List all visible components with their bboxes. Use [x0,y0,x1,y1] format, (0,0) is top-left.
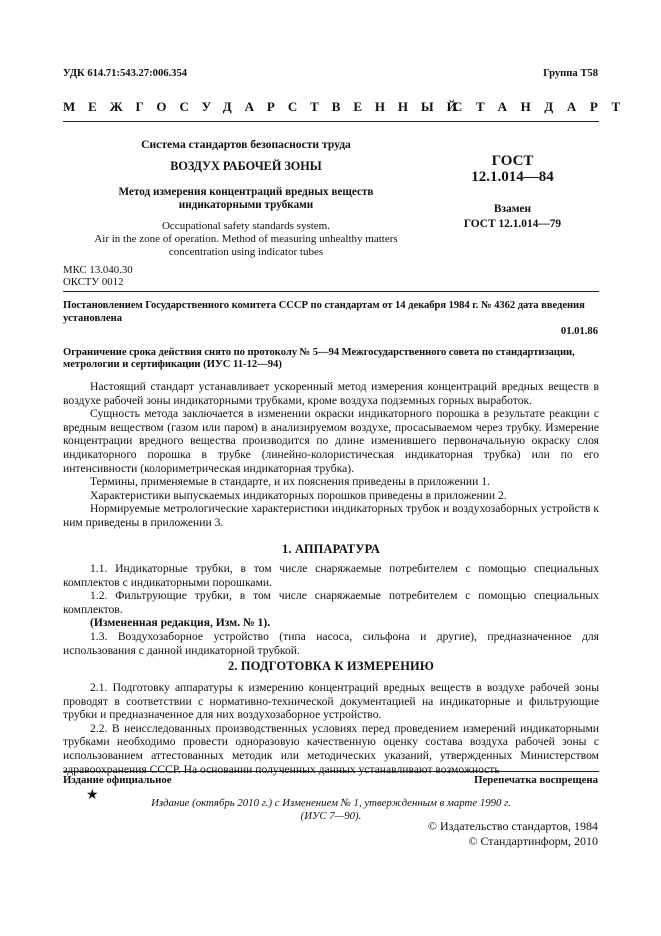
clause-1-1: 1.1. Индикаторные трубки, в том числе снаряжаемые потребителем с помощью специальных комплектов с индикаторными порошками. [63,562,599,589]
amendment-note: (Измененная редакция, Изм. № 1). [90,616,271,630]
document-title: ВОЗДУХ РАБОЧЕЙ ЗОНЫ [170,159,322,173]
clause-1-2: 1.2. Фильтрующие трубки, в том числе снаряжаемые потребителем с помощью специальных комплектов. [63,589,599,616]
section-1-body [63,562,599,657]
header-divider [63,121,599,122]
replaces-label: Взамен [493,203,532,215]
intro-paragraph: Сущность метода заключается в изменении окраски индикаторного порошка в результате реакции с вредным веществом (газом или паром) в анализируемом воздухе, просасываемом через трубку. Измерение концентрации вредного вещества производится по длине изменившего первоначальную окраску слоя индикаторного порошка в трубке (линейно-колористическая индикаторная трубка) или по его интенсивности (колориметрическая индикаторная трубка). [63,407,599,475]
english-title-line-2: Air in the zone of operation. Method of measuring unhealthy matters [94,233,398,245]
english-title-line-3: concentration using indicator tubes [168,246,324,258]
edition-note-line-1: Издание (октябрь 2010 г.) с Изменением № 1, утвержденным в марте 1990 г. [151,797,511,809]
intro-paragraph: Характеристики выпускаемых индикаторных порошков приведены в приложении 2. [90,488,507,502]
gost-label: ГОСТ [491,153,534,169]
gost-number: 12.1.014—84 [471,169,554,185]
okstu-code: ОКСТУ 0012 [63,276,124,288]
replaces-value: ГОСТ 12.1.014—79 [463,218,562,230]
official-edition: Издание официальное [63,774,172,786]
intro-paragraph: Термины, применяемые в стандарте, и их пояснения приведены в приложении 1. [90,475,490,489]
intro-block [63,380,599,530]
mks-code: МКС 13.040.30 [63,264,133,276]
subtitle-line-1: Метод измерения концентраций вредных веществ [118,186,374,198]
udk-code: УДК 614.71:543.27:006.354 [63,68,188,79]
limitation-note-line-1: Ограничение срока действия снято по протоколу № 5—94 Межгосударственного совета по стандартизации, [63,347,575,358]
copyright-line-2: © Стандартинформ, 2010 [468,834,598,848]
footer-divider [63,771,599,772]
section-1-heading: 1. АППАРАТУРА [282,542,380,556]
standard-type-left: МЕЖГОСУДАРСТВЕННЫЙ [63,99,470,114]
subtitle-line-2: индикаторными трубками [178,199,314,211]
edition-note-line-2: (ИУС 7—90). [300,810,362,822]
decree-line-1: Постановлением Государственного комитета СССР по стандартам от 14 декабря 1984 г. № 4362 дата введения [63,300,585,311]
clause-2-1: 2.1. Подготовку аппаратуры к измерению концентраций вредных веществ в воздухе рабочей зоны проводят в соответствии с нормативно-технической документацией на индикаторные и фильтрующие трубки и предназначенное для них воздухозаборное устройство. [63,681,599,722]
title-divider [63,291,599,292]
section-2-heading: 2. ПОДГОТОВКА К ИЗМЕРЕНИЮ [227,659,435,673]
group-code: Группа Т58 [543,68,598,79]
clause-2-2: 2.2. В неисследованных производственных условиях перед проведением измерений индикаторными трубками необходимо провести одноразовую качественную оценку состава воздуха рабочей зоны с использованием аттестованных методик или методических указаний, утвержденных Министерством здравоохранения СССР. На основании полученных данных устанавливают возможность [63,721,599,776]
limitation-note-line-2: метрологии и сертификации (ИУС 11-12—94) [63,359,282,370]
english-title-line-1: Occupational safety standards system. [161,220,330,232]
intro-paragraph: Нормируемые метрологические характеристики индикаторных трубок и воздухозаборных устройств к ним приведены в приложении 3. [63,502,599,529]
section-2-body [63,681,599,776]
standard-type-right: СТАНДАРТ [453,99,634,114]
introduction-date: 01.01.86 [560,326,598,337]
system-name: Система стандартов безопасности труда [141,138,351,151]
reprint-notice: Перепечатка воспрещена [474,774,598,786]
star-icon: ★ [86,788,99,803]
copyright-line-1: © Издательство стандартов, 1984 [427,819,598,833]
clause-1-3: 1.3. Воздухозаборное устройство (типа насоса, сильфона и другие), предназначенное для использования с данной индикаторной трубкой. [63,629,599,657]
decree-line-2: установлена [63,313,123,324]
intro-paragraph: Настоящий стандарт устанавливает ускоренный метод измерения концентраций вредных веществ в воздухе рабочей зоны индикаторными трубками, кроме воздуха подземных горных выработок. [63,380,599,407]
